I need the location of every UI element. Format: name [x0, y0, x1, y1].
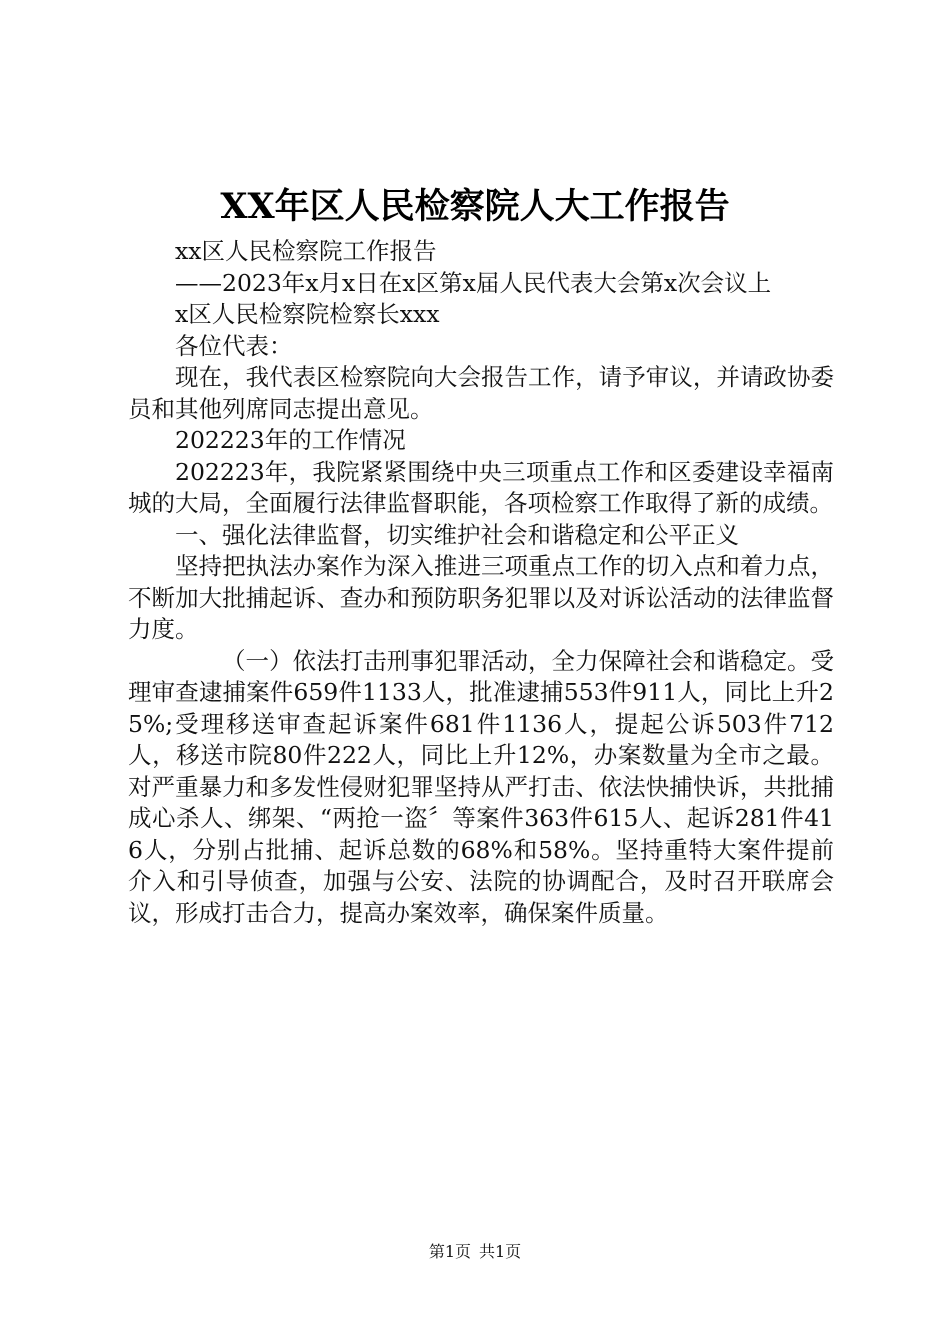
document-title: XX年区人民检察院人大工作报告 [220, 186, 730, 227]
paragraph-part-one-summary: 坚持把执法办案作为深入推进三项重点工作的切入点和着力点，不断加大批捕起诉、查办和预防职务犯罪以及对诉讼活动的法律监督力度。 [128, 552, 834, 643]
paragraph-salutation: 各位代表： [175, 331, 293, 360]
page-total: 共1页 [479, 1242, 522, 1261]
paragraph-part-one-detail: （一）依法打击刑事犯罪活动，全力保障社会和谐稳定。受理审查逮捕案件659件1133人，批准逮捕553件911人，同比上升25%;受理移送审查起诉案件681件1136人，提起公诉503件712人，移送市院80件222人，同比上升12%，办案数量为全市之最。对严重暴力和多发性侵财犯罪坚持从严打击、依法快捕快诉，共批捕成心杀人、绑架、“两抢一盗〞等案件363件615人、起诉281件416人，分别占批捕、起诉总数的68%和58%。坚持重特大案件提前介入和引导侦查，加强与公安、法院的协调配合，及时召开联席会议，形成打击合力，提高办案效率，确保案件质量。 [128, 646, 834, 927]
paragraph-report-name: xx区人民检察院工作报告 [175, 237, 437, 265]
page-footer [0, 1241, 950, 1263]
paragraph-section-heading: 202223年的工作情况 [175, 426, 406, 454]
paragraph-overview: 202223年，我院紧紧围绕中央三项重点工作和区委建设幸福南城的大局，全面履行法律监督职能，各项检察工作取得了新的成绩。 [128, 457, 834, 517]
paragraph-speaker: x区人民检察院检察长xxx [175, 300, 440, 328]
page-number: 第1页 [428, 1242, 471, 1261]
document-body [128, 236, 834, 929]
paragraph-meeting-line: ——2023年x月x日在x区第x届人民代表大会第x次会议上 [175, 268, 772, 297]
paragraph-intro: 现在，我代表区检察院向大会报告工作，请予审议，并请政协委员和其他列席同志提出意见。 [128, 363, 834, 423]
paragraph-part-one-heading: 一、强化法律监督，切实维护社会和谐稳定和公平正义 [175, 520, 739, 549]
